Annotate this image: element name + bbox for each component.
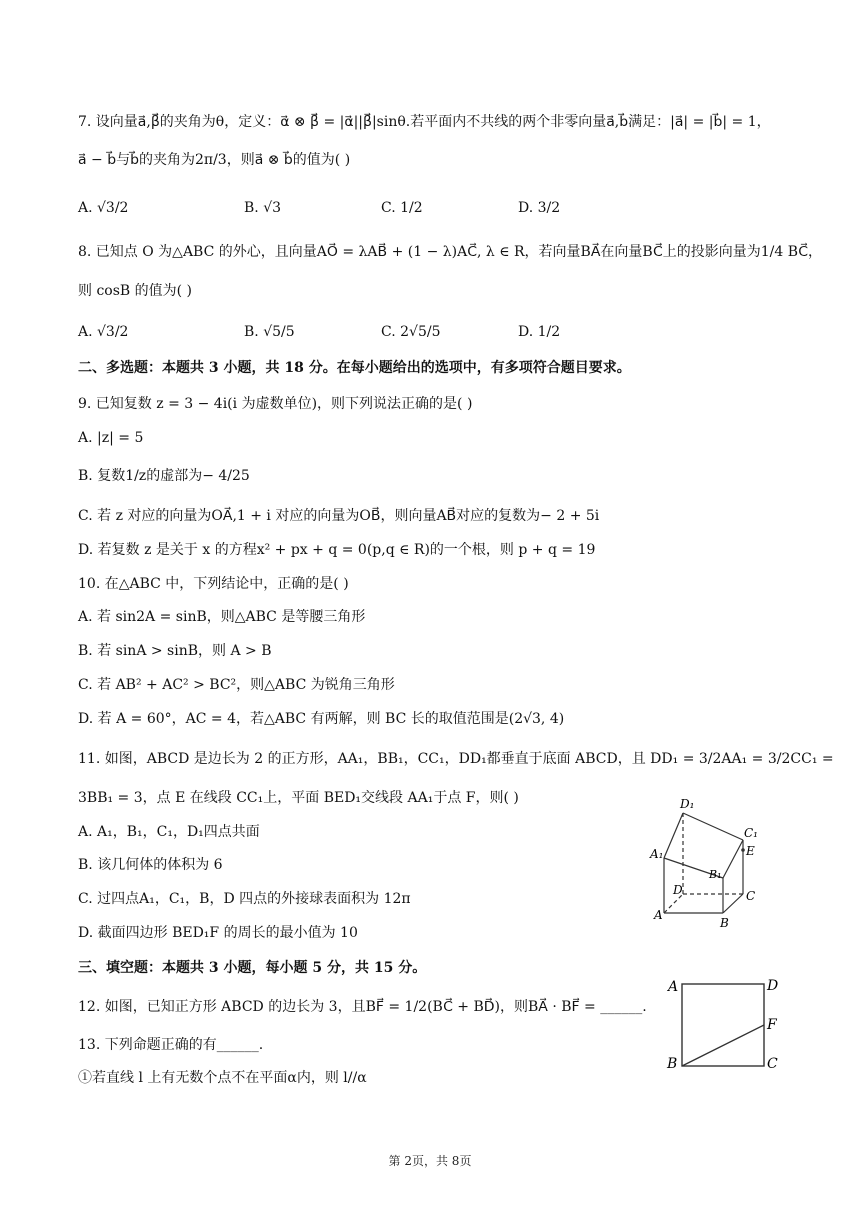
- q11-stem-line1: 11. 如图，ABCD 是边长为 2 的正方形，AA₁，BB₁，CC₁，DD₁都垂直于底面 ABCD，且 DD₁ = 3/2AA₁ = 3/2CC₁ =: [78, 751, 834, 767]
- q10-stem: 10. 在△ABC 中，下列结论中，正确的是( ): [78, 576, 349, 592]
- fig1-label-a: A: [654, 908, 663, 922]
- section-2-heading: 二、多选题：本题共 3 小题，共 18 分。在每小题给出的选项中，有多项符合题目要求。: [78, 360, 631, 376]
- q7-option-b: B. √3: [244, 200, 282, 216]
- q7-option-a: A. √3/2: [78, 200, 129, 216]
- q9-option-b: B. 复数1/z的虚部为− 4/25: [78, 468, 250, 484]
- q7-stem-line2: a⃗ − b⃗与b⃗的夹角为2π/3，则a⃗ ⊗ b⃗的值为( ): [78, 152, 351, 168]
- q10-option-d: D. 若 A = 60°，AC = 4，若△ABC 有两解，则 BC 长的取值范围是(2√3, 4): [78, 711, 565, 727]
- fig1-label-a1: A₁: [650, 847, 664, 861]
- q9-option-a: A. |z| = 5: [78, 430, 144, 446]
- q8-option-a: A. √3/2: [78, 324, 129, 340]
- q11-option-d: D. 截面四边形 BED₁F 的周长的最小值为 10: [78, 925, 358, 941]
- q11-option-b: B. 该几何体的体积为 6: [78, 857, 223, 873]
- fig1-label-b: B: [720, 916, 729, 930]
- q11-option-c: C. 过四点A₁，C₁，B，D 四点的外接球表面积为 12π: [78, 891, 411, 907]
- q10-option-c: C. 若 AB² + AC² > BC²，则△ABC 为锐角三角形: [78, 677, 395, 693]
- q10-option-a: A. 若 sin2A = sinB，则△ABC 是等腰三角形: [78, 609, 366, 625]
- q8-option-c: C. 2√5/5: [381, 324, 441, 340]
- q7-option-d: D. 3/2: [518, 200, 561, 216]
- fig2-label-d: D: [767, 978, 779, 994]
- q13-stem: 13. 下列命题正确的有______.: [78, 1037, 264, 1053]
- q11-stem-line2: 3BB₁ = 3，点 E 在线段 CC₁上，平面 BED₁交线段 AA₁于点 F，则( ): [78, 790, 519, 806]
- page-footer: 第 2页，共 8页: [388, 1154, 472, 1168]
- q7-option-c: C. 1/2: [381, 200, 423, 216]
- q8-stem-line1: 8. 已知点 O 为△ABC 的外心，且向量AO⃗ = λAB⃗ + (1 − λ)AC⃗, λ ∈ R，若向量BA⃗在向量BC⃗上的投影向量为1/4 BC⃗，: [78, 244, 823, 260]
- fig1-label-b1: B₁: [709, 868, 722, 881]
- q12-stem: 12. 如图，已知正方形 ABCD 的边长为 3，且BF⃗ = 1/2(BC⃗ + BD⃗)，则BA⃗ · BF⃗ = ______.: [78, 999, 647, 1015]
- fig1-label-d: D: [673, 883, 683, 897]
- q9-option-c: C. 若 z 对应的向量为OA⃗,1 + i 对应的向量为OB⃗，则向量AB⃗对应的复数为− 2 + 5i: [78, 508, 600, 524]
- q8-option-d: D. 1/2: [518, 324, 561, 340]
- fig1-label-d1: D₁: [680, 797, 695, 811]
- fig1-label-c: C: [746, 889, 756, 903]
- q8-option-b: B. √5/5: [244, 324, 295, 340]
- q8-stem-line2: 则 cosB 的值为( ): [78, 283, 193, 299]
- fig2-label-f: F: [767, 1017, 777, 1033]
- fig1-label-c1: C₁: [744, 826, 758, 840]
- square-figure: [660, 972, 790, 1078]
- fig2-label-b: B: [667, 1056, 678, 1072]
- q9-stem: 9. 已知复数 z = 3 − 4i(i 为虚数单位)，则下列说法正确的是( ): [78, 396, 473, 412]
- fig2-label-c: C: [767, 1056, 778, 1072]
- fig2-label-a: A: [668, 979, 679, 995]
- q13-item-1: ①若直线 l 上有无数个点不在平面α内，则 l//α: [78, 1070, 367, 1086]
- fig1-label-e: E: [746, 844, 755, 858]
- q9-option-d: D. 若复数 z 是关于 x 的方程x² + px + q = 0(p,q ∈ R)的一个根，则 p + q = 19: [78, 542, 596, 558]
- q10-option-b: B. 若 sinA > sinB，则 A > B: [78, 643, 272, 659]
- q11-option-a: A. A₁，B₁，C₁，D₁四点共面: [78, 824, 260, 840]
- section-3-heading: 三、填空题：本题共 3 小题，每小题 5 分，共 15 分。: [78, 960, 427, 976]
- q7-stem-line1: 7. 设向量a⃗,β⃗的夹角为θ，定义：α⃗ ⊗ β⃗ = |α⃗||β⃗|sinθ.若平面内不共线的两个非零向量a⃗,b⃗满足：|a⃗| = |b⃗| = 1，: [78, 114, 771, 130]
- polyhedron-figure: [640, 790, 780, 930]
